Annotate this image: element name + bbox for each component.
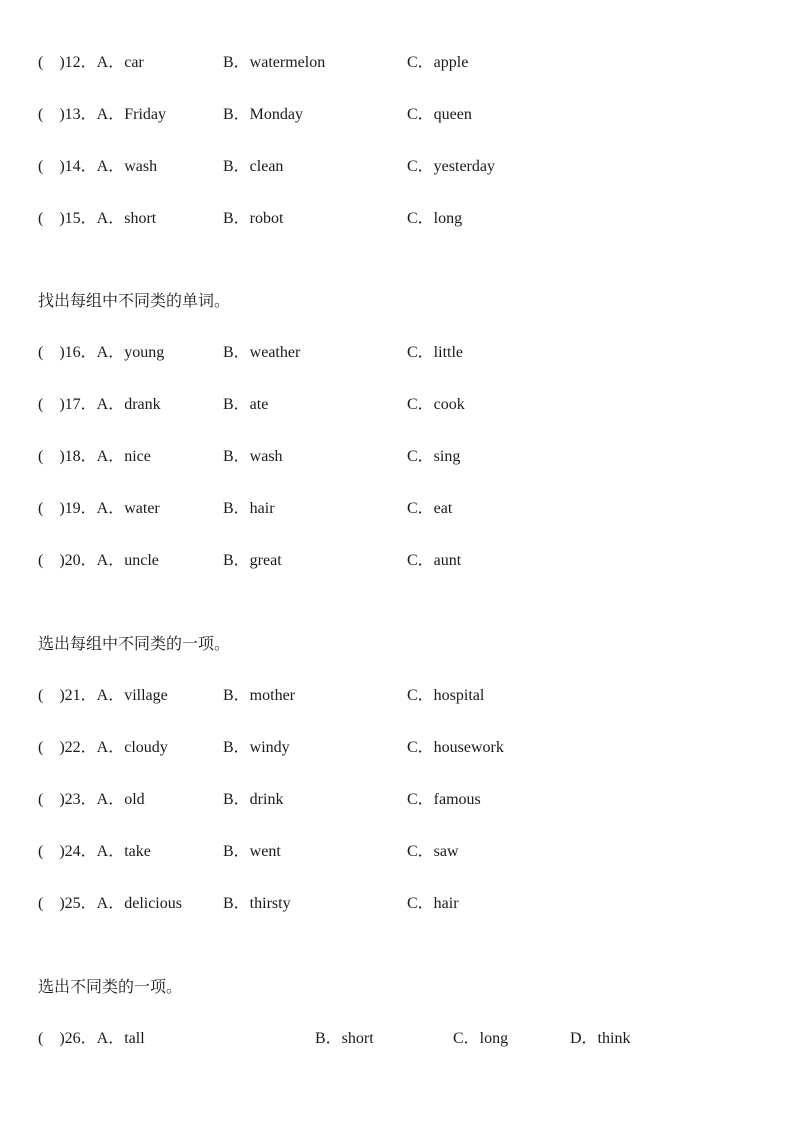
question-number-option-a: ( )14．A．wash — [38, 158, 158, 175]
option-b: B．clean — [223, 158, 284, 175]
section-heading: 选出不同类的一项。 — [38, 977, 183, 996]
option-c: C．long — [407, 210, 463, 227]
option-c: C．hospital — [407, 687, 485, 704]
option-c: C．aunt — [407, 552, 462, 569]
option-b: B．watermelon — [223, 54, 326, 71]
option-b: B．robot — [223, 210, 284, 227]
section-heading: 选出每组中不同类的一项。 — [38, 634, 231, 653]
option-c: C．hair — [407, 895, 459, 912]
question-number-option-a: ( )24．A．take — [38, 843, 151, 860]
option-c: C．eat — [407, 500, 453, 517]
option-b: B．ate — [223, 396, 269, 413]
option-c: C．apple — [407, 54, 469, 71]
question-number-option-a: ( )22．A．cloudy — [38, 739, 168, 756]
option-b: B．thirsty — [223, 895, 291, 912]
question-number-option-a: ( )20．A．uncle — [38, 552, 159, 569]
section-heading: 找出每组中不同类的单词。 — [38, 291, 231, 310]
question-number-option-a: ( )21．A．village — [38, 687, 168, 704]
option-c: C．sing — [407, 448, 461, 465]
option-c: C．cook — [407, 396, 465, 413]
question-number-option-a: ( )26．A．tall — [38, 1030, 145, 1047]
option-d: D．think — [570, 1030, 631, 1047]
option-b: B．wash — [223, 448, 283, 465]
option-b: B．hair — [223, 500, 275, 517]
question-number-option-a: ( )12．A．car — [38, 54, 144, 71]
option-b: B．drink — [223, 791, 284, 808]
question-number-option-a: ( )13．A．Friday — [38, 106, 166, 123]
question-number-option-a: ( )17．A．drank — [38, 396, 161, 413]
option-c: C．little — [407, 344, 464, 361]
question-number-option-a: ( )25．A．delicious — [38, 895, 182, 912]
question-number-option-a: ( )16．A．young — [38, 344, 165, 361]
option-c: C．long — [453, 1030, 509, 1047]
option-b: B．great — [223, 552, 282, 569]
question-number-option-a: ( )15．A．short — [38, 210, 157, 227]
question-number-option-a: ( )18．A．nice — [38, 448, 151, 465]
option-b: B．mother — [223, 687, 295, 704]
option-b: B．Monday — [223, 106, 304, 123]
option-c: C．saw — [407, 843, 459, 860]
option-c: C．queen — [407, 106, 472, 123]
option-b: B．weather — [223, 344, 301, 361]
question-number-option-a: ( )23．A．old — [38, 791, 145, 808]
option-b: B．short — [315, 1030, 374, 1047]
option-b: B．went — [223, 843, 281, 860]
question-number-option-a: ( )19．A．water — [38, 500, 160, 517]
option-c: C．yesterday — [407, 158, 495, 175]
option-c: C．famous — [407, 791, 481, 808]
option-b: B．windy — [223, 739, 290, 756]
option-c: C．housework — [407, 739, 504, 756]
